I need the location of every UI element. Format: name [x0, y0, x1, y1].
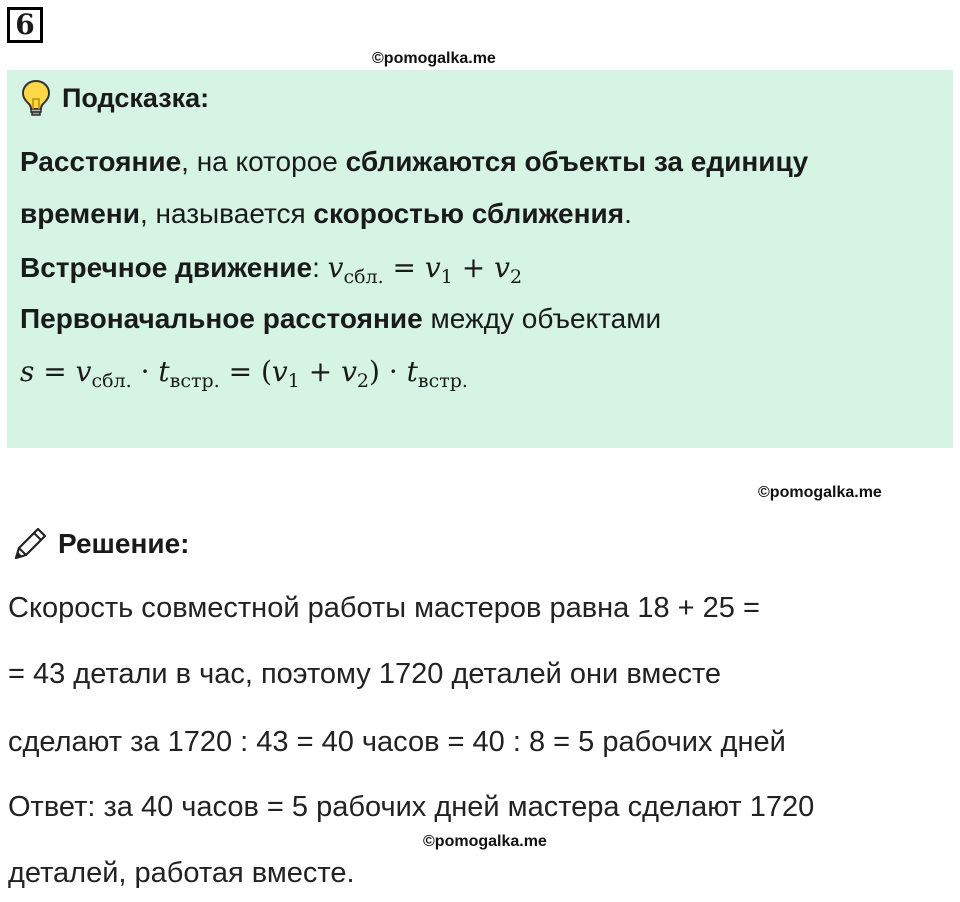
solution-title: Решение:: [58, 528, 190, 559]
pencil-icon: [10, 524, 50, 564]
hint-title: Подсказка:: [62, 82, 210, 113]
formula-distance: $s = v_{сбл.} \cdot t_{встр.} = (v_1 + v_2) \cdot t_{встр.}$: [20, 355, 468, 392]
solution-line-1: Скорость совместной работы мастеров равна 18 + 25 =: [8, 592, 760, 624]
lightbulb-icon: [20, 79, 52, 117]
solution-line-2: = 43 детали в час, поэтому 1720 деталей они вместе: [8, 658, 722, 690]
task-number: 6: [15, 8, 35, 41]
hint-header: [20, 79, 209, 117]
watermark: ©pomogalka.me: [372, 50, 496, 67]
hint-line-5: [20, 355, 468, 392]
hint-line-1: Расстояние, на которое сближаются объекты за единицу: [20, 146, 809, 177]
formula-approach-speed: $v_{сбл.} = v_1 + v_2$: [327, 251, 523, 288]
solution-line-3: сделают за 1720 : 43 = 40 часов = 40 : 8 = 5 рабочих дней: [8, 726, 786, 758]
hint-line-2: времени, называется скоростью сближения.: [20, 198, 632, 229]
watermark: ©pomogalka.me: [423, 833, 547, 850]
task-number-box: [7, 7, 43, 43]
solution-line-5: деталей, работая вместе.: [8, 857, 355, 889]
solution-line-4: Ответ: за 40 часов = 5 рабочих дней мастера сделают 1720: [8, 791, 815, 823]
solution-header: [10, 524, 189, 564]
watermark: ©pomogalka.me: [758, 484, 882, 501]
hint-line-3: Встречное движение: $v_{сбл.} = v_1 + v_2$: [20, 251, 523, 288]
hint-line-4: Первоначальное расстояние между объектами: [20, 303, 662, 334]
